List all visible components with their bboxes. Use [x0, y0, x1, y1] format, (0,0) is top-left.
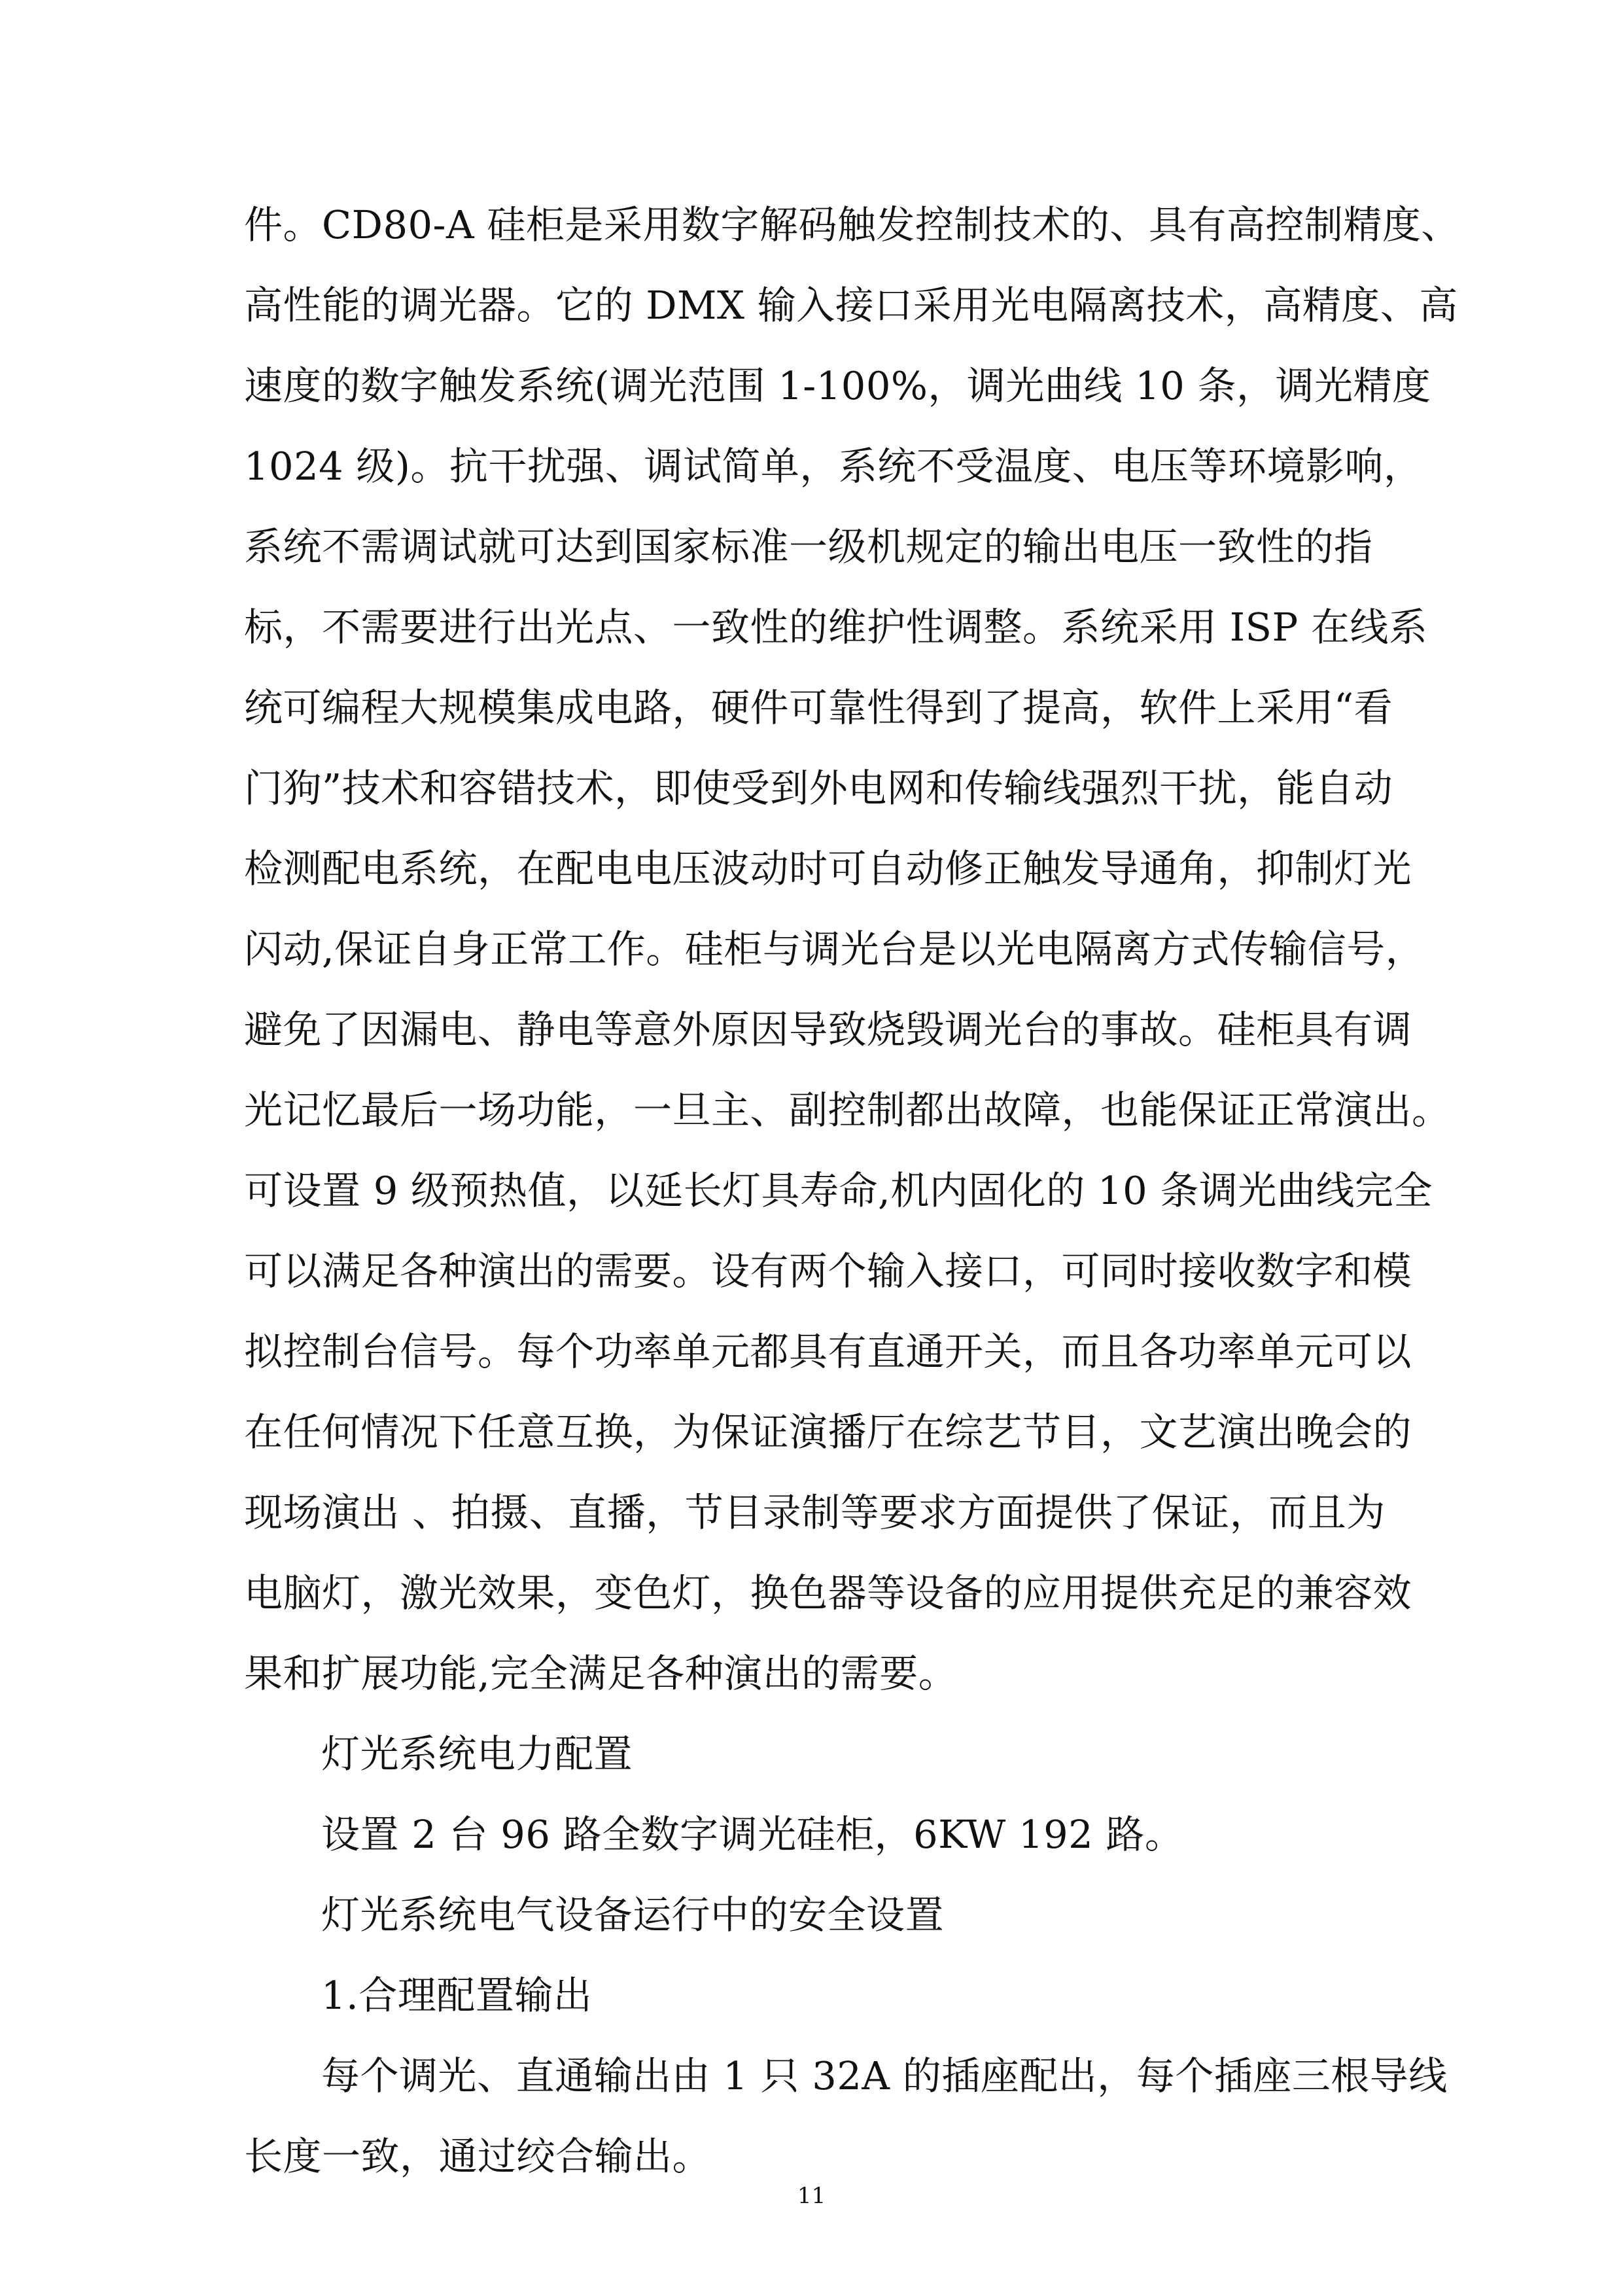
item-1-line: 长度一致，通过绞合输出。: [244, 2134, 712, 2179]
paragraph-line: 速度的数字触发系统(调光范围 1-100%，调光曲线 10 条，调光精度: [244, 363, 1431, 408]
power-config-text: 设置 2 台 96 路全数字调光硅柜，6KW 192 路。: [321, 1812, 1184, 1857]
body-text: [244, 185, 1460, 2197]
page-number: 11: [797, 2183, 826, 2209]
paragraph-line: 光记忆最后一场功能，一旦主、副控制都出故障，也能保证正常演出。: [244, 1087, 1451, 1133]
paragraph-line: 电脑灯，激光效果，变色灯，换色器等设备的应用提供充足的兼容效: [244, 1570, 1412, 1616]
paragraph-line: 统可编程大规模集成电路，硬件可靠性得到了提高，软件上采用“看: [244, 685, 1393, 730]
paragraph-line: 避免了因漏电、静电等意外原因导致烧毁调光台的事故。硅柜具有调: [244, 1007, 1412, 1052]
item-1-line: 每个调光、直通输出由 1 只 32A 的插座配出，每个插座三根导线: [321, 2053, 1448, 2098]
paragraph-line: 系统不需调试就可达到国家标准一级机规定的输出电压一致性的指: [244, 524, 1373, 569]
paragraph-line: 标，不需要进行出光点、一致性的维护性调整。系统采用 ISP 在线系: [244, 605, 1428, 650]
paragraph-line: 拟控制台信号。每个功率单元都具有直通开关，而且各功率单元可以: [244, 1329, 1412, 1374]
paragraph-line: 可设置 9 级预热值，以延长灯具寿命,机内固化的 10 条调光曲线完全: [244, 1168, 1433, 1213]
heading-power-config: 灯光系统电力配置: [321, 1731, 633, 1776]
paragraph-line: 闪动,保证自身正常工作。硅柜与调光台是以光电隔离方式传输信号，: [244, 927, 1425, 972]
item-1-title: 1.合理配置输出: [321, 1973, 593, 2018]
paragraph-line: 门狗”技术和容错技术，即使受到外电网和传输线强烈干扰，能自动: [244, 766, 1393, 811]
heading-safety-settings: 灯光系统电气设备运行中的安全设置: [321, 1892, 945, 1937]
paragraph-line: 现场演出 、拍摄、直播，节目录制等要求方面提供了保证，而且为: [244, 1490, 1386, 1535]
paragraph-line: 可以满足各种演出的需要。设有两个输入接口，可同时接收数字和模: [244, 1248, 1412, 1294]
paragraph-line: 1024 级)。抗干扰强、调试简单，系统不受温度、电压等环境影响，: [244, 444, 1423, 489]
paragraph-line: 件。CD80-A 硅柜是采用数字解码触发控制技术的、具有高控制精度、: [244, 202, 1460, 247]
paragraph-line: 检测配电系统，在配电电压波动时可自动修正触发导通角，抑制灯光: [244, 846, 1412, 891]
paragraph-line: 果和扩展功能,完全满足各种演出的需要。: [244, 1651, 958, 1696]
paragraph-line: 在任何情况下任意互换，为保证演播厅在综艺节目，文艺演出晚会的: [244, 1409, 1412, 1455]
paragraph-line: 高性能的调光器。它的 DMX 输入接口采用光电隔离技术，高精度、高: [244, 283, 1458, 328]
